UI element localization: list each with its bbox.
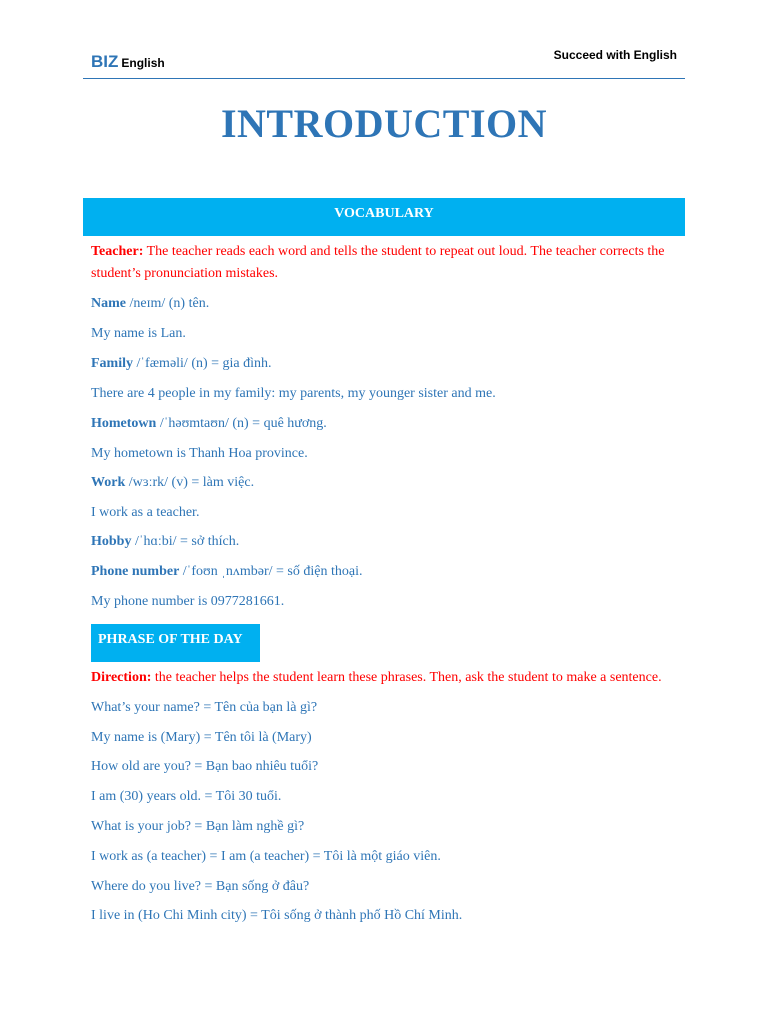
phrase-line: What is your job? = Bạn làm nghề gì?: [91, 819, 305, 834]
vocab-word: Family: [91, 356, 133, 371]
vocab-definition: /ˈhɑːbi/ = sở thích.: [131, 534, 240, 549]
phrase-line: How old are you? = Bạn bao nhiêu tuổi?: [91, 759, 319, 774]
vocab-example: My phone number is 0977281661.: [91, 594, 285, 609]
vocab-item: [91, 413, 691, 435]
phrase-line: Where do you live? = Bạn sống ở đâu?: [91, 879, 310, 894]
brand-logo: [91, 52, 165, 72]
vocab-word: Name: [91, 296, 126, 311]
instruction-label: Teacher:: [91, 244, 144, 259]
phrase-line: What’s your name? = Tên của bạn là gì?: [91, 700, 318, 715]
direction-label: Direction:: [91, 670, 152, 685]
brand-english: English: [121, 56, 165, 70]
page-header: [83, 44, 685, 79]
vocab-item: [91, 561, 691, 583]
teacher-instruction: [91, 241, 691, 285]
phrase-line: I am (30) years old. = Tôi 30 tuổi.: [91, 789, 282, 804]
vocab-word: Phone number: [91, 564, 180, 579]
instruction-text: The teacher reads each word and tells the student to repeat out loud. The teacher corrects the student’s pronunciation mistakes.: [91, 244, 665, 281]
vocab-definition: /wɜːrk/ (v) = làm việc.: [125, 475, 255, 490]
vocab-example: My name is Lan.: [91, 326, 186, 341]
page-title: INTRODUCTION: [220, 101, 548, 146]
vocabulary-heading: VOCABULARY: [83, 198, 685, 236]
vocab-item: [91, 293, 691, 315]
vocab-definition: /neɪm/ (n) tên.: [126, 296, 210, 311]
brand-biz: BIZ: [91, 52, 119, 71]
vocab-example: I work as a teacher.: [91, 505, 200, 520]
vocab-item: [91, 353, 691, 375]
vocab-word: Hobby: [91, 534, 132, 549]
header-tagline: Succeed with English: [553, 48, 677, 62]
vocab-example: There are 4 people in my family: my parents, my younger sister and me.: [91, 386, 496, 401]
vocab-item: [91, 472, 691, 494]
vocab-word: Hometown: [91, 416, 157, 431]
vocab-word: Work: [91, 475, 126, 490]
vocab-definition: /ˈfoʊn ˌnʌmbər/ = số điện thoại.: [179, 564, 363, 579]
phrase-heading: PHRASE OF THE DAY: [91, 624, 260, 662]
direction-instruction: [91, 667, 691, 689]
phrase-line: I work as (a teacher) = I am (a teacher) = Tôi là một giáo viên.: [91, 849, 441, 864]
phrase-line: I live in (Ho Chi Minh city) = Tôi sống ở thành phố Hồ Chí Minh.: [91, 908, 463, 923]
vocab-item: [91, 531, 691, 553]
vocab-example: My hometown is Thanh Hoa province.: [91, 446, 308, 461]
vocab-definition: /ˈfæməli/ (n) = gia đình.: [133, 356, 272, 371]
phrase-line: My name is (Mary) = Tên tôi là (Mary): [91, 730, 312, 745]
direction-text: the teacher helps the student learn these phrases. Then, ask the student to make a sentence.: [151, 670, 662, 685]
vocab-definition: /ˈhəʊmtaʊn/ (n) = quê hương.: [156, 416, 327, 431]
